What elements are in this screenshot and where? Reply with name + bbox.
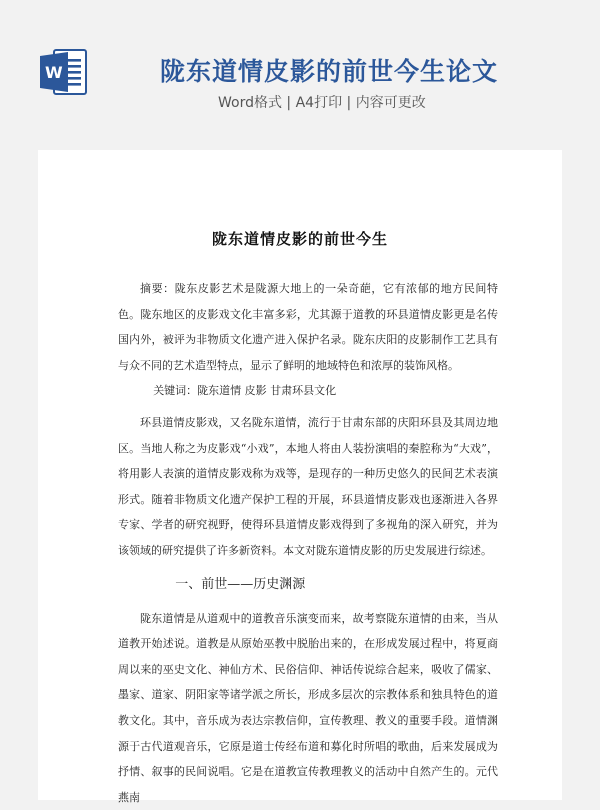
page-subtitle: Word格式 | A4打印 | 内容可更改 xyxy=(218,95,426,111)
section-heading: 一、前世——历史渊源 xyxy=(175,576,306,592)
svg-text:W: W xyxy=(45,63,63,82)
abstract-paragraph: 摘要：陇东皮影艺术是陇源大地上的一朵奇葩，它有浓郁的地方民间特色。陇东地区的皮影戏文化丰富多彩，尤其源于道教的环县道情皮影更是名传国内外，被评为非物质文化遗产进入保护名录。陇东庆阳的皮影制作工艺具有与众不同的艺术造型特点，显示了鲜明的地域特色和浓厚的装饰风格。 xyxy=(118,282,498,372)
word-doc-icon xyxy=(38,47,88,97)
intro-paragraph: 环县道情皮影戏，又名陇东道情，流行于甘肃东部的庆阳环县及其周边地区。当地人称之为皮影戏“小戏”，本地人将由人装扮演唱的秦腔称为“大戏”，将用影人表演的道情皮影戏称为戏等，是现存的一种历史悠久的民间艺术表演形式。随着非物质文化遗产保护工程的开展，环县道情皮影戏也逐渐进入各界专家、学者的研究视野，使得环县道情皮影戏得到了多视角的深入研究，并为该领域的研究提供了许多新资料。本文对陇东道情皮影的历史发展进行综述。 xyxy=(118,415,498,557)
header-banner xyxy=(0,0,600,150)
document-body xyxy=(118,276,498,810)
keywords-line: 关键词：陇东道情 皮影 甘肃环县文化 xyxy=(153,384,337,398)
document-page xyxy=(38,150,562,804)
section-paragraph: 陇东道情是从道观中的道教音乐演变而来，故考察陇东道情的由来，当从道教开始述说。道教是从原始巫教中脱胎出来的，在形成发展过程中，将夏商周以来的巫史文化、神仙方术、民俗信仰、神话传说综合起来，吸收了儒家、墨家、道家、阴阳家等诸学派之所长，形成多层次的宗教体系和独具特色的道教文化。其中，音乐成为表达宗教信仰，宣传教理、教义的重要手段。道情渊源于古代道观音乐，它原是道士传经布道和募化时所唱的歌曲，后来发展成为抒情、叙事的民间说唱。它是在道教宣传教理教义的活动中自然产生的。元代燕南 xyxy=(118,611,498,804)
page-title: 陇东道情皮影的前世今生论文 xyxy=(160,57,499,86)
document-title: 陇东道情皮影的前世今生 xyxy=(211,230,388,248)
